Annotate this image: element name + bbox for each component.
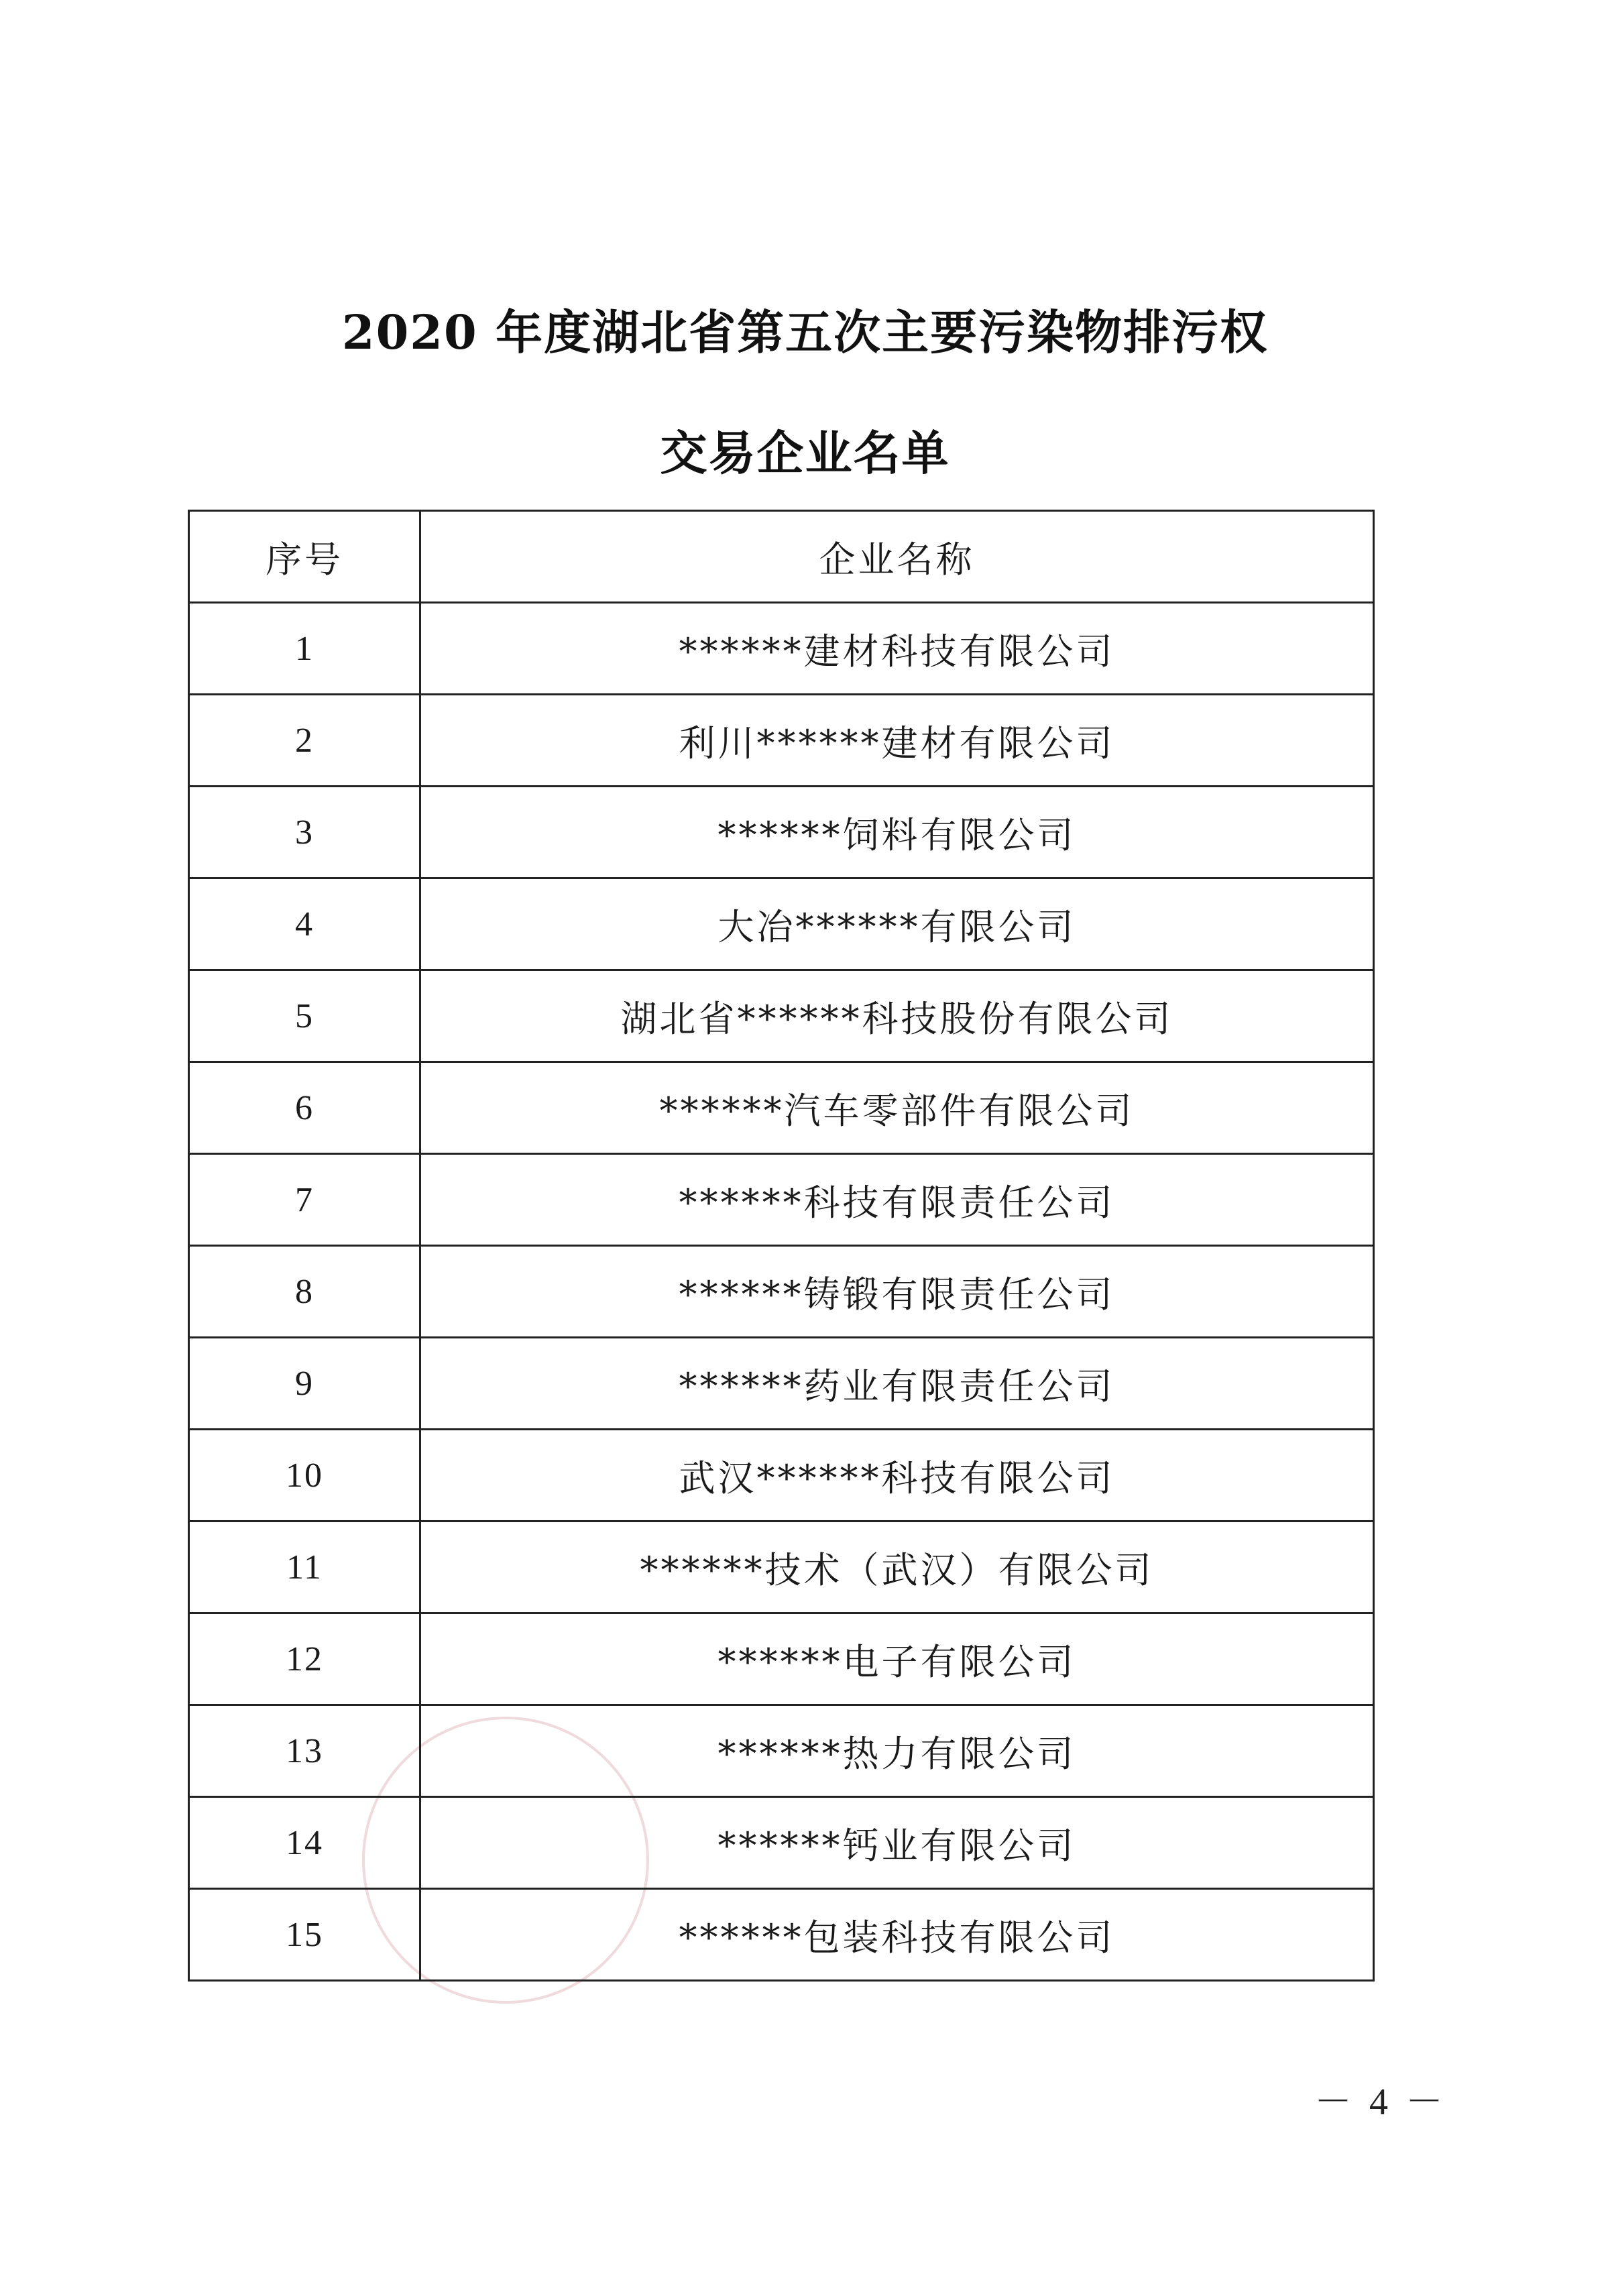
row-company-name: 湖北省******科技股份有限公司 (420, 970, 1374, 1062)
document-title-line2: 交易企业名单 (660, 425, 950, 481)
table-row (189, 1246, 1374, 1338)
row-index: 12 (189, 1613, 420, 1705)
table-header-row (189, 511, 1374, 603)
row-index: 6 (189, 1062, 420, 1154)
row-index: 4 (189, 878, 420, 970)
company-list-table (188, 510, 1375, 1982)
table-row (189, 603, 1374, 695)
row-company-name: ******汽车零部件有限公司 (420, 1062, 1374, 1154)
table-row (189, 787, 1374, 878)
table-row (189, 1338, 1374, 1430)
page-number: － 4 － (1314, 2081, 1447, 2123)
row-index: 7 (189, 1154, 420, 1246)
row-company-name: ******铸锻有限责任公司 (420, 1246, 1374, 1338)
row-index: 2 (189, 695, 420, 787)
document-title-line1: 2020 年度湖北省第五次主要污染物排污权 (341, 304, 1269, 360)
table-row (189, 1889, 1374, 1981)
table-row (189, 1797, 1374, 1889)
row-index: 1 (189, 603, 420, 695)
row-company-name: ******包装科技有限公司 (420, 1889, 1374, 1981)
header-company-name: 企业名称 (420, 511, 1374, 603)
row-index: 13 (189, 1705, 420, 1797)
row-company-name: 武汉******科技有限公司 (420, 1430, 1374, 1522)
row-index: 5 (189, 970, 420, 1062)
row-company-name: ******科技有限责任公司 (420, 1154, 1374, 1246)
table-row (189, 1154, 1374, 1246)
row-company-name: 利川******建材有限公司 (420, 695, 1374, 787)
row-index: 11 (189, 1522, 420, 1613)
table-row (189, 878, 1374, 970)
row-company-name: ******钙业有限公司 (420, 1797, 1374, 1889)
row-index: 9 (189, 1338, 420, 1430)
row-company-name: ******技术（武汉）有限公司 (420, 1522, 1374, 1613)
row-index: 3 (189, 787, 420, 878)
row-company-name: ******热力有限公司 (420, 1705, 1374, 1797)
row-company-name: ******电子有限公司 (420, 1613, 1374, 1705)
row-index: 14 (189, 1797, 420, 1889)
table-row (189, 1613, 1374, 1705)
row-index: 10 (189, 1430, 420, 1522)
table-row (189, 1705, 1374, 1797)
table-row (189, 970, 1374, 1062)
table-row (189, 1522, 1374, 1613)
table-row (189, 1062, 1374, 1154)
row-company-name: ******药业有限责任公司 (420, 1338, 1374, 1430)
row-company-name: 大冶******有限公司 (420, 878, 1374, 970)
header-index: 序号 (189, 511, 420, 603)
row-index: 8 (189, 1246, 420, 1338)
row-company-name: ******建材科技有限公司 (420, 603, 1374, 695)
row-index: 15 (189, 1889, 420, 1981)
table-row (189, 695, 1374, 787)
table-row (189, 1430, 1374, 1522)
row-company-name: ******饲料有限公司 (420, 787, 1374, 878)
